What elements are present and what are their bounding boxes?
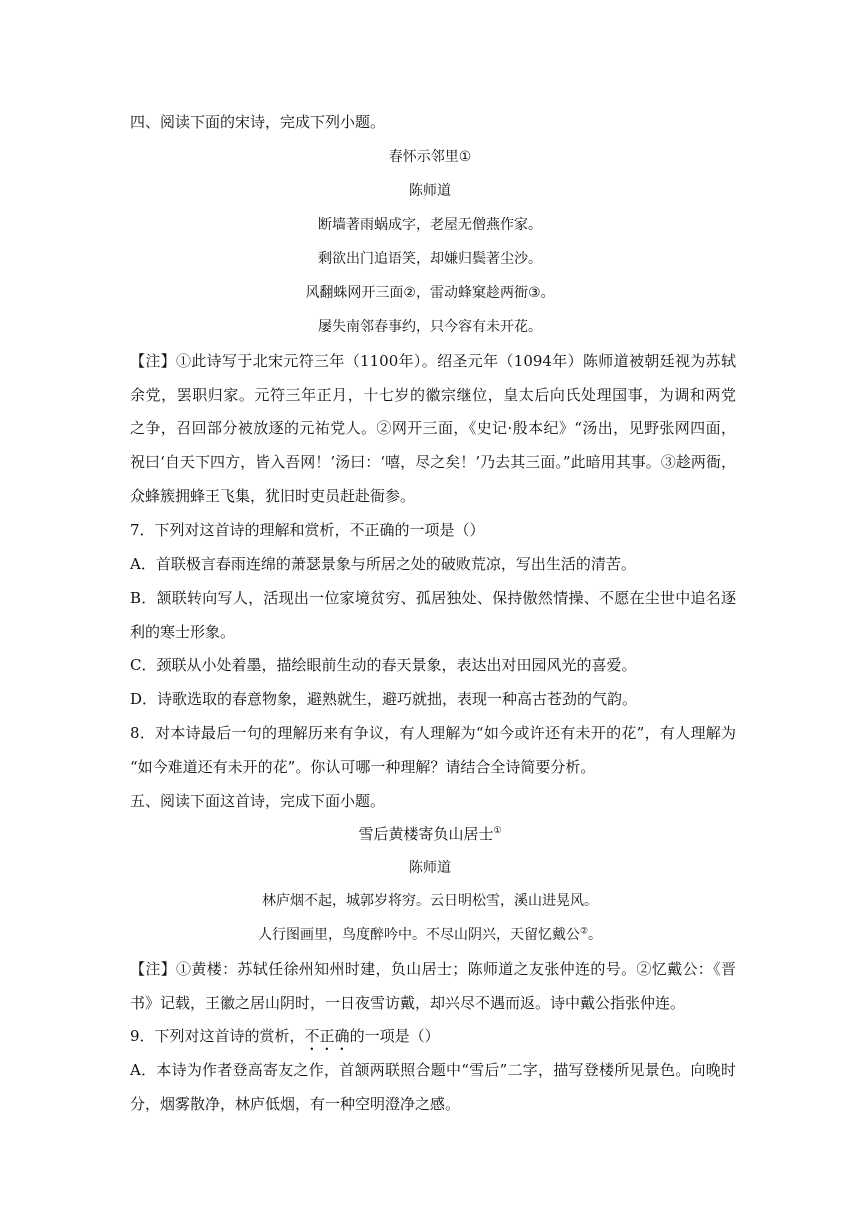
note-line: 【注】①此诗写于北宋元符三年（1100年）。绍圣元年（1094年）陈师道被朝廷视为苏轼 [130,352,736,370]
option-a: A．首联极言春雨连绵的萧瑟景象与所居之处的破败荒凉，写出生活的清苦。 [130,555,636,573]
poem-line-text: 人行图画里，鸟度醉吟中。不尽山阴兴，天留忆戴公 [257,927,580,943]
poem-line: 林庐烟不起，城郭岁将穷。云日明松雪，溪山进晃风。 [262,893,598,909]
question-stem-cont: “如今难道还有未开的花”。你认可哪一种理解？请结合全诗简要分析。 [130,758,596,776]
option-b: B．颔联转向写人，活现出一位家境贫穷、孤居独处、保持傲然情操、不愿在尘世中追名逐 [130,589,736,607]
question-stem [130,1025,736,1054]
section-heading: 四、阅读下面的宋诗，完成下列小题。 [130,113,386,131]
poem-title: 春怀示邻里① [388,149,472,165]
note-line: 【注】①黄楼：苏轼任徐州知州时建，负山居士；陈师道之友张仲连的号。②忆戴公：《晋 [130,960,736,978]
poem-line [0,924,860,946]
option-a: A．本诗为作者登高寄友之作，首颔两联照合题中“雪后”二字，描写登楼所见景色。向晚时 [130,1061,736,1079]
poem-line: 断墙著雨蜗成字，老屋无僧燕作家。 [318,217,542,233]
option-a-cont: 分，烟雾散净，林庐低烟，有一种空明澄净之感。 [130,1095,461,1113]
poem-author: 陈师道 [409,860,451,876]
note-line: 之争，召回部分被放逐的元祐党人。②网开三面，《史记·殷本纪》“汤出，见野张网四面， [130,419,736,437]
question-stem-post: 的一项是（） [349,1027,440,1045]
emphasis-text: 不正确 [304,1027,350,1045]
footnote-mark: ② [579,926,589,937]
section-heading: 五、阅读下面这首诗，完成下面小题。 [130,792,386,810]
question-stem: 7．下列对这首诗的理解和赏析，不正确的一项是（） [130,521,485,539]
note-line: 书》记载，王徽之居山阴时，一日夜雪访戴，却兴尽不遇而返。诗中戴公指张仲连。 [130,994,686,1012]
poem-line: 剩欲出门追语笑，却嫌归鬓著尘沙。 [318,251,542,267]
question-stem: 8．对本诗最后一句的理解历来有争议，有人理解为“如今或许还有未开的花”，有人理解为 [130,724,736,742]
note-line: 余党，罢职归家。元符三年正月，十七岁的徽宗继位，皇太后向氏处理国事，为调和两党 [130,386,736,404]
option-b-cont: 利的寒士形象。 [130,623,236,641]
option-c: C．颈联从小处着墨，描绘眼前生动的春天景象，表达出对田园风光的喜爱。 [130,656,637,674]
poem-line: 风翻蛛网开三面②，雷动蜂窠趁两衙③。 [305,285,555,301]
poem-author: 陈师道 [409,183,451,199]
option-d: D．诗歌选取的春意物象，避熟就生，避巧就拙，表现一种高古苍劲的气韵。 [130,690,638,708]
question-stem-pre: 9．下列对这首诗的赏析， [130,1027,305,1045]
poem-line-end: 。 [588,927,603,943]
footnote-mark: ① [493,826,502,836]
poem-title [0,823,860,845]
poem-title-text: 雪后黄楼寄负山居士 [358,825,494,843]
poem-line: 屡失南邻春事约，只今容有未开花。 [318,319,542,335]
note-line: 祝曰‘自天下四方，皆入吾网！’汤曰：‘嘻，尽之矣！’乃去其三面。”此暗用其事。③趁两衙， [130,453,736,471]
note-line: 众蜂簇拥蜂王飞集，犹旧时吏员赶赴衙参。 [130,487,416,505]
